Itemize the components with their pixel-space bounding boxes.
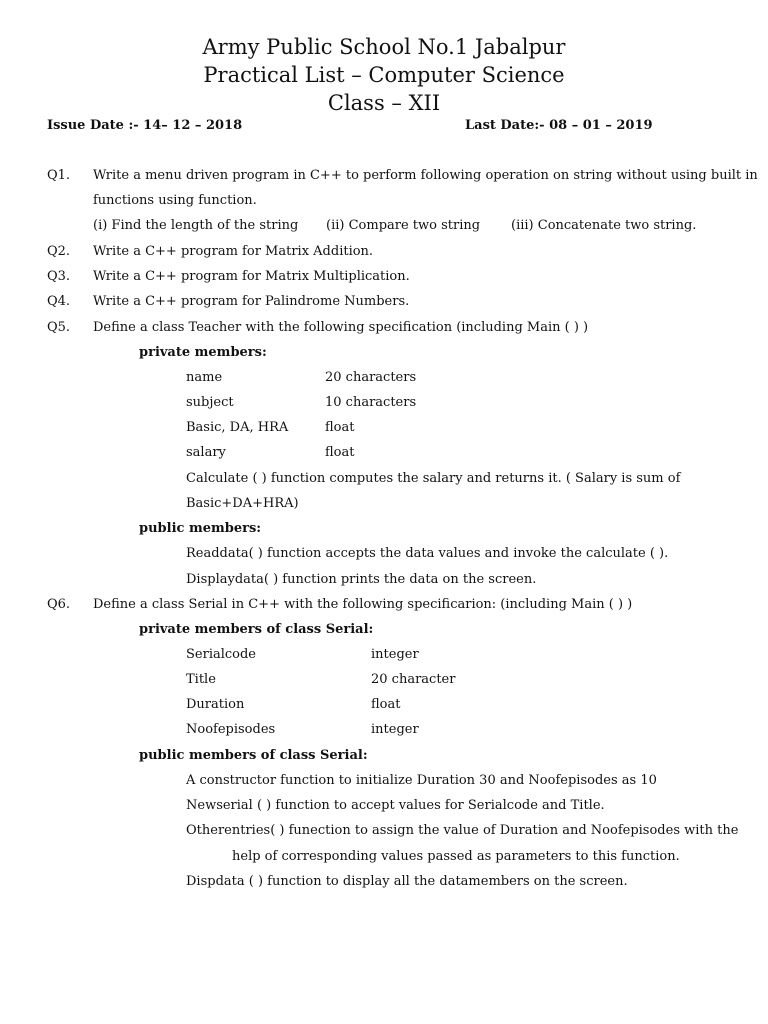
q1-option-2: (ii) Compare two string (326, 218, 481, 233)
q5-public-heading: public members: (139, 521, 262, 536)
q6-field-type: 20 character (371, 672, 456, 687)
q6-number: Q6. (47, 597, 71, 612)
q5-calculate-line2: Basic+DA+HRA) (186, 496, 299, 511)
q6-field-name: Duration (186, 697, 245, 712)
q2-number: Q2. (47, 244, 71, 259)
last-date: Last Date:- 08 – 01 – 2019 (465, 118, 653, 133)
q5-calculate-line1: Calculate ( ) function computes the salary and returns it. ( Salary is sum of (186, 471, 681, 486)
q5-field-name: subject (186, 395, 234, 410)
q1-option-3: (iii) Concatenate two string. (511, 218, 697, 233)
q6-field-name: Title (186, 672, 216, 687)
issue-date: Issue Date :- 14– 12 – 2018 (47, 118, 243, 133)
q5-number: Q5. (47, 320, 71, 335)
q5-field-name: Basic, DA, HRA (186, 420, 289, 435)
school-name: Army Public School No.1 Jabalpur (202, 35, 566, 59)
q6-public-heading: public members of class Serial: (139, 748, 368, 763)
q5-field-name: salary (186, 445, 226, 460)
q6-private-heading: private members of class Serial: (139, 622, 374, 637)
q1-number: Q1. (47, 168, 71, 183)
q3-text: Write a C++ program for Matrix Multiplication. (93, 269, 410, 284)
q5-readdata: Readdata( ) function accepts the data values and invoke the calculate ( ). (186, 546, 669, 561)
q5-field-name: name (186, 370, 223, 385)
q5-text: Define a class Teacher with the following specification (including Main ( ) ) (93, 320, 589, 335)
q6-dispdata: Dispdata ( ) function to display all the datamembers on the screen. (186, 874, 628, 889)
q6-newserial: Newserial ( ) function to accept values for Serialcode and Title. (186, 798, 605, 813)
q5-displaydata: Displaydata( ) function prints the data on the screen. (186, 572, 537, 587)
q3-number: Q3. (47, 269, 71, 284)
q6-text: Define a class Serial in C++ with the following specificarion: (including Main ( ) ) (93, 597, 633, 612)
q6-constructor: A constructor function to initialize Duration 30 and Noofepisodes as 10 (186, 773, 657, 788)
q5-field-type: 10 characters (325, 395, 417, 410)
q4-number: Q4. (47, 294, 71, 309)
q6-field-name: Serialcode (186, 647, 257, 662)
q5-field-type: 20 characters (325, 370, 417, 385)
q5-field-type: float (325, 420, 355, 435)
q4-text: Write a C++ program for Palindrome Numbers. (93, 294, 410, 309)
q6-field-type: integer (371, 647, 419, 662)
q2-text: Write a C++ program for Matrix Addition. (93, 244, 374, 259)
q5-private-heading: private members: (139, 345, 267, 360)
q5-field-type: float (325, 445, 355, 460)
q1-text-line2: functions using function. (93, 193, 257, 208)
q6-otherentries-line1: Otherentries( ) funection to assign the value of Duration and Noofepisodes with the (186, 823, 739, 838)
q6-field-name: Noofepisodes (186, 722, 276, 737)
q6-otherentries-line2: help of corresponding values passed as parameters to this function. (232, 849, 680, 864)
class-label: Class – XII (327, 91, 441, 115)
q6-field-type: float (371, 697, 401, 712)
q1-text-line1: Write a menu driven program in C++ to perform following operation on string without using built in (93, 168, 758, 183)
q1-option-1: (i) Find the length of the string (93, 218, 299, 233)
list-title: Practical List – Computer Science (203, 63, 565, 87)
q6-field-type: integer (371, 722, 419, 737)
